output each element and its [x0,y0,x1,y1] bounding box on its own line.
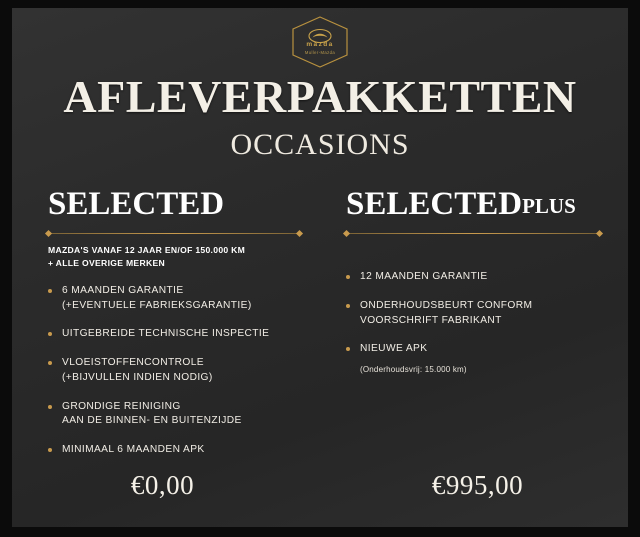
list-item-line1: MINIMAAL 6 MAANDEN APK [62,444,205,456]
bullet-dot-icon [346,275,350,279]
package-column-selected-plus [320,188,610,472]
page-title: AFLEVERPAKKETTEN [63,71,577,122]
mazda-logo-icon [291,16,349,68]
list-item [48,443,300,458]
list-item-line2: AAN DE BINNEN- EN BUITENZIJDE [62,415,242,427]
logo-text-block [305,42,335,55]
package-columns [30,188,610,472]
bullet-dot-icon [48,332,52,336]
price-row [12,470,628,501]
price-selected-plus: €995,00 [431,470,524,500]
logo-brand: mazda [306,41,334,49]
price-selected: €0,00 [130,470,195,500]
bullet-dot-icon [346,304,350,308]
column-heading-suffix: PLUS [522,194,576,218]
poster-inner [12,8,628,527]
eligibility-note-line2: + ALLE OVERIGE MERKEN [48,257,165,268]
logo-block [30,16,610,68]
eligibility-note-line1: MAZDA'S VANAF 12 JAAR EN/OF 150.000 KM [48,245,246,255]
eligibility-note [48,244,300,270]
spacer [346,244,600,270]
list-item-line2: VOORSCHRIFT FABRIKANT [360,314,502,326]
bullet-dot-icon [48,289,52,293]
bullet-dot-icon [48,361,52,365]
bullet-dot-icon [346,347,350,351]
feature-list-selected-plus [346,270,600,357]
column-heading-text: SELECTED [346,186,523,222]
bullet-dot-icon [48,448,52,452]
page-subtitle: OCCASIONS [230,128,410,161]
bullet-dot-icon [48,405,52,409]
list-item-line1: GRONDIGE REINIGING [62,400,181,412]
logo-dealer: Muller-Mazda [304,49,336,55]
list-item-line1: UITGEBREIDE TECHNISCHE INSPECTIE [62,328,270,340]
feature-list-selected [48,284,300,458]
list-item-line2: (+EVENTUELE FABRIEKSGARANTIE) [62,299,252,311]
divider-rule [48,233,300,234]
column-heading-selected [48,188,300,221]
list-item [48,284,300,314]
list-item-line2: (+BIJVULLEN INDIEN NODIG) [62,371,213,383]
divider-rule [346,233,600,234]
list-item-line1: NIEUWE APK [360,343,428,355]
list-item [346,299,600,329]
list-item-line1: 6 MAANDEN GARANTIE [62,284,184,296]
list-item [48,400,300,430]
list-item-line1: VLOEISTOFFENCONTROLE [62,357,204,369]
maintenance-note: (Onderhoudsvrij: 15.000 km) [360,365,467,375]
list-item [48,327,300,342]
column-heading-text: SELECTED [48,186,225,222]
package-column-selected [30,188,320,472]
list-item-line1: 12 MAANDEN GARANTIE [360,271,488,282]
list-item-line1: ONDERHOUDSBEURT CONFORM [360,299,533,311]
list-item [346,342,600,357]
list-item [48,356,300,386]
column-heading-selected-plus [346,188,600,221]
list-item [346,270,600,285]
